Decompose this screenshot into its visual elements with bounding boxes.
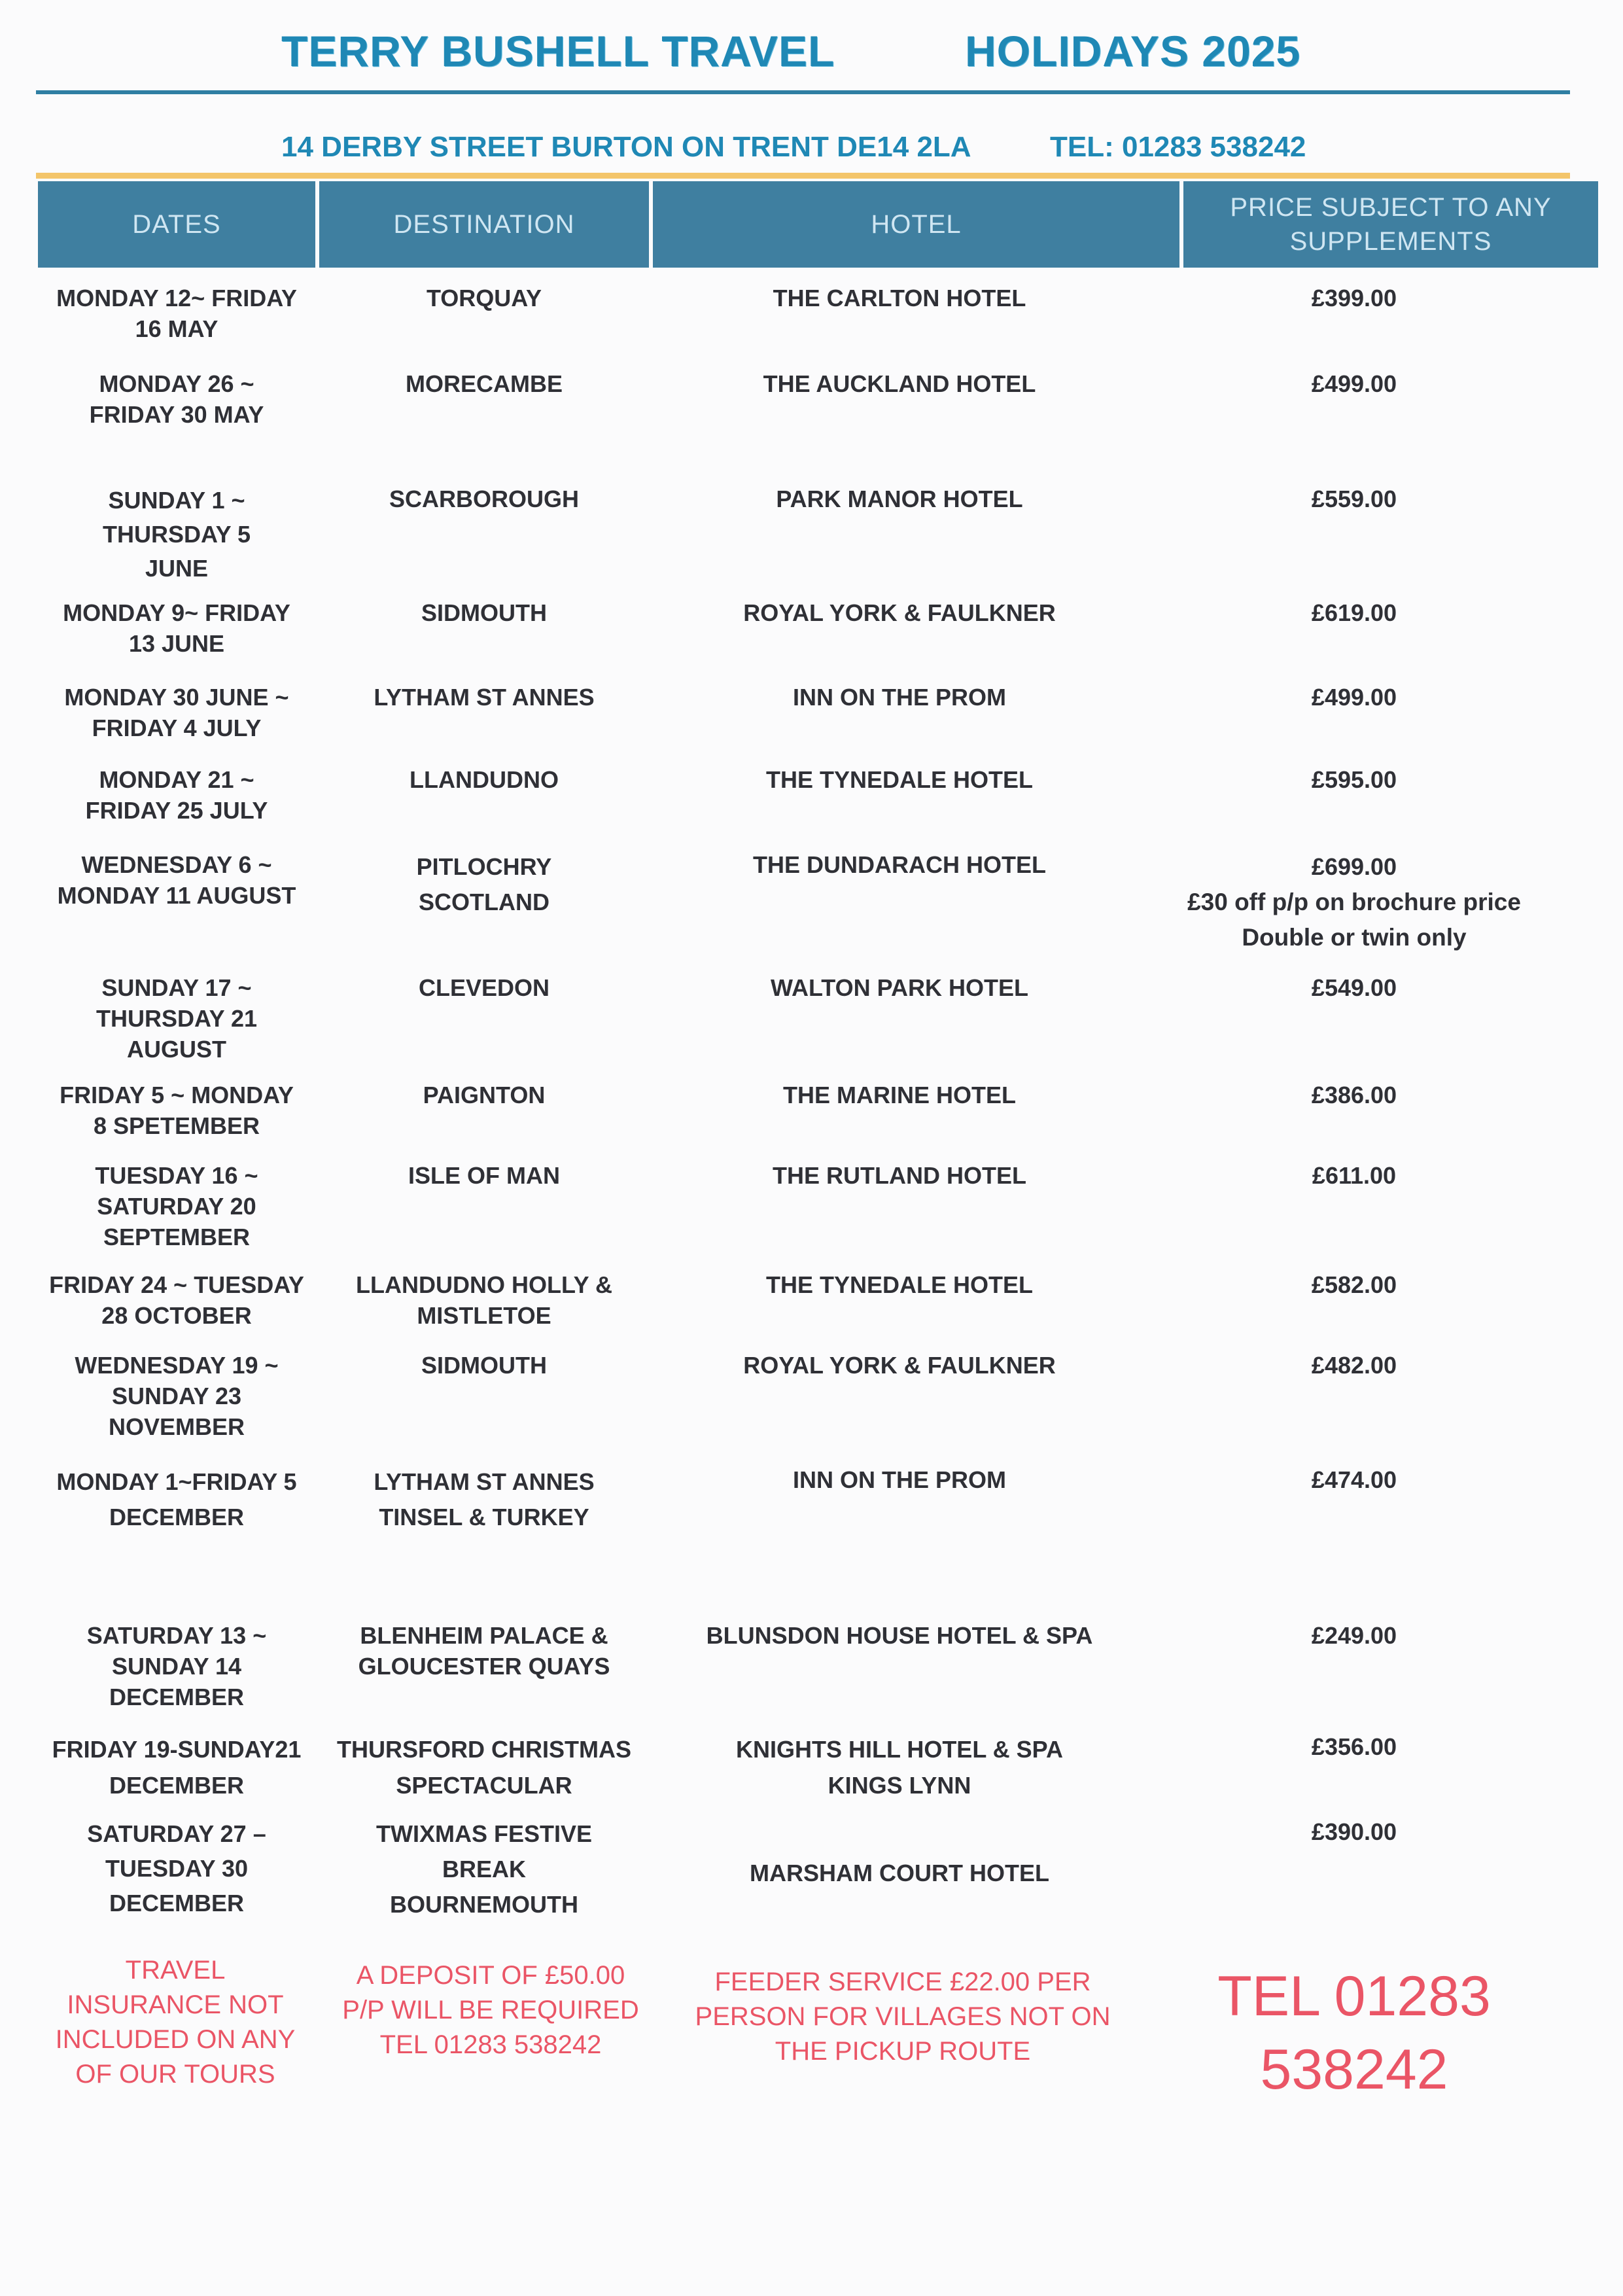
destination-line: MISTLETOE bbox=[417, 1302, 551, 1329]
hotel-cell bbox=[654, 764, 1145, 795]
dates-line: MONDAY 30 JUNE ~ bbox=[64, 684, 289, 711]
dates-cell bbox=[38, 1160, 315, 1252]
hotel-line: WALTON PARK HOTEL bbox=[771, 974, 1028, 1001]
company-telephone: TEL: 01283 538242 bbox=[1050, 131, 1306, 163]
dates-line: SUNDAY 14 bbox=[111, 1653, 242, 1680]
dates-line: FRIDAY 19-SUNDAY21 bbox=[52, 1736, 302, 1763]
dates-cell bbox=[38, 484, 315, 586]
destination-cell bbox=[319, 1350, 649, 1381]
destination-cell bbox=[319, 1160, 649, 1191]
hotel-line: THE TYNEDALE HOTEL bbox=[765, 766, 1033, 793]
dates-line: JUNE bbox=[145, 555, 209, 582]
price-line: £386.00 bbox=[1311, 1082, 1397, 1108]
hotel-cell bbox=[654, 484, 1145, 514]
hotel-cell bbox=[654, 1620, 1145, 1651]
dates-line: DECEMBER bbox=[109, 1772, 244, 1799]
price-cell bbox=[1158, 682, 1550, 713]
dates-cell bbox=[38, 368, 315, 430]
dates-line: SATURDAY 27 – bbox=[87, 1820, 266, 1847]
price-note: Double or twin only bbox=[1242, 924, 1467, 951]
dates-line: THURSDAY 21 bbox=[96, 1005, 258, 1032]
price-cell bbox=[1158, 484, 1550, 514]
hotel-cell bbox=[654, 1816, 1145, 1892]
dates-cell bbox=[38, 597, 315, 659]
price-line: £390.00 bbox=[1311, 1818, 1397, 1845]
destination-line: THURSFORD CHRISTMAS bbox=[337, 1736, 631, 1763]
insurance-line: OF OUR TOURS bbox=[75, 2060, 275, 2089]
destination-line: SCARBOROUGH bbox=[389, 486, 579, 512]
price-cell bbox=[1158, 1269, 1550, 1300]
hotel-line: THE CARLTON HOTEL bbox=[773, 285, 1026, 311]
price-cell bbox=[1158, 1731, 1550, 1762]
dates-cell bbox=[38, 1816, 315, 1920]
destination-line: TORQUAY bbox=[426, 285, 542, 311]
destination-line: TWIXMAS FESTIVE bbox=[375, 1820, 592, 1847]
destination-line: PAIGNTON bbox=[423, 1082, 546, 1108]
price-cell bbox=[1158, 1816, 1550, 1847]
price-line: £559.00 bbox=[1311, 486, 1397, 512]
destination-cell bbox=[319, 1269, 649, 1331]
insurance-line: TRAVEL bbox=[125, 1956, 226, 1985]
dates-line: AUGUST bbox=[127, 1036, 226, 1063]
deposit-line: A DEPOSIT OF £50.00 bbox=[356, 1961, 625, 1990]
price-cell bbox=[1158, 597, 1550, 628]
address-divider bbox=[36, 173, 1570, 179]
hotel-line: THE TYNEDALE HOTEL bbox=[765, 1271, 1033, 1298]
company-address: 14 DERBY STREET BURTON ON TRENT DE14 2LA bbox=[281, 131, 971, 163]
hotel-cell bbox=[654, 849, 1145, 880]
destination-cell bbox=[319, 1731, 649, 1803]
price-line: £619.00 bbox=[1311, 599, 1397, 626]
hotel-cell bbox=[654, 1269, 1145, 1300]
price-cell bbox=[1158, 283, 1550, 313]
hotel-cell bbox=[654, 1731, 1145, 1803]
feeder-line: FEEDER SERVICE £22.00 PER bbox=[714, 1968, 1091, 1996]
destination-line: BOURNEMOUTH bbox=[390, 1891, 578, 1918]
destination-line: BLENHEIM PALACE & bbox=[360, 1622, 608, 1649]
price-line: £611.00 bbox=[1312, 1162, 1397, 1189]
hotel-line: KNIGHTS HILL HOTEL & SPA bbox=[735, 1736, 1064, 1763]
footer-telephone bbox=[1158, 1960, 1550, 2106]
hotel-line: THE MARINE HOTEL bbox=[783, 1082, 1016, 1108]
dates-line: MONDAY 21 ~ bbox=[99, 766, 254, 793]
destination-cell bbox=[319, 682, 649, 713]
hotel-line: ROYAL YORK & FAULKNER bbox=[743, 1352, 1056, 1379]
destination-cell bbox=[319, 283, 649, 313]
hotel-line: BLUNSDON HOUSE HOTEL & SPA bbox=[706, 1622, 1093, 1649]
deposit-line: TEL 01283 538242 bbox=[379, 2030, 602, 2059]
price-cell bbox=[1158, 1464, 1550, 1495]
destination-line: TINSEL & TURKEY bbox=[379, 1504, 589, 1530]
dates-line: SATURDAY 20 bbox=[97, 1193, 256, 1220]
destination-line: CLEVEDON bbox=[418, 974, 550, 1001]
destination-cell bbox=[319, 1080, 649, 1110]
price-cell bbox=[1158, 1160, 1550, 1191]
price-cell bbox=[1158, 368, 1550, 399]
dates-line: DECEMBER bbox=[109, 1684, 244, 1710]
destination-line: SIDMOUTH bbox=[421, 1352, 547, 1379]
dates-line: NOVEMBER bbox=[108, 1413, 245, 1440]
destination-line: BREAK bbox=[442, 1856, 526, 1882]
destination-line: LLANDUDNO bbox=[410, 766, 559, 793]
destination-line: SCOTLAND bbox=[419, 889, 550, 915]
destination-cell bbox=[319, 1816, 649, 1922]
column-header-dates: DATES bbox=[38, 181, 315, 268]
price-line: £549.00 bbox=[1311, 974, 1397, 1001]
dates-line: MONDAY 26 ~ bbox=[99, 370, 254, 397]
price-cell bbox=[1158, 1080, 1550, 1110]
dates-cell bbox=[38, 972, 315, 1065]
hotel-cell bbox=[654, 1464, 1145, 1495]
dates-cell bbox=[38, 1080, 315, 1141]
column-header-hotel: HOTEL bbox=[653, 181, 1179, 268]
dates-line: WEDNESDAY 6 ~ bbox=[81, 851, 272, 878]
dates-line: 28 OCTOBER bbox=[101, 1302, 252, 1329]
price-line: £399.00 bbox=[1311, 285, 1397, 311]
destination-cell bbox=[319, 764, 649, 795]
dates-cell bbox=[38, 1620, 315, 1712]
insurance-line: INSURANCE NOT bbox=[67, 1990, 284, 2019]
dates-line: FRIDAY 30 MAY bbox=[89, 401, 264, 428]
dates-line: SATURDAY 13 ~ bbox=[86, 1622, 267, 1649]
dates-line: SEPTEMBER bbox=[103, 1224, 251, 1250]
destination-cell bbox=[319, 849, 649, 920]
dates-cell bbox=[38, 849, 315, 911]
company-name: TERRY BUSHELL TRAVEL bbox=[281, 27, 835, 75]
hotel-cell bbox=[654, 1350, 1145, 1381]
dates-line: WEDNESDAY 19 ~ bbox=[75, 1352, 279, 1379]
price-line: £499.00 bbox=[1311, 684, 1397, 711]
hotel-cell bbox=[654, 972, 1145, 1003]
deposit-line: P/P WILL BE REQUIRED bbox=[342, 1996, 639, 2024]
dates-line: TUESDAY 30 bbox=[105, 1855, 249, 1882]
dates-line: MONDAY 1~FRIDAY 5 bbox=[56, 1468, 297, 1495]
hotel-cell bbox=[654, 368, 1145, 399]
dates-line: MONDAY 12~ FRIDAY bbox=[56, 285, 297, 311]
dates-line: SUNDAY 17 ~ bbox=[101, 974, 252, 1001]
dates-line: DECEMBER bbox=[109, 1504, 244, 1530]
price-cell bbox=[1158, 849, 1550, 955]
destination-cell bbox=[319, 972, 649, 1003]
price-line: £582.00 bbox=[1311, 1271, 1397, 1298]
price-line: £699.00 bbox=[1311, 853, 1397, 880]
hotel-line: THE RUTLAND HOTEL bbox=[773, 1162, 1026, 1189]
title-divider bbox=[36, 90, 1570, 94]
price-line: £499.00 bbox=[1311, 370, 1397, 397]
column-header-destination: DESTINATION bbox=[319, 181, 649, 268]
dates-line: MONDAY 11 AUGUST bbox=[57, 882, 296, 909]
destination-line: MORECAMBE bbox=[406, 370, 563, 397]
destination-line: SPECTACULAR bbox=[396, 1772, 572, 1799]
destination-cell bbox=[319, 1464, 649, 1535]
dates-cell bbox=[38, 764, 315, 826]
dates-line: SUNDAY 1 ~ bbox=[108, 487, 245, 514]
price-line: £249.00 bbox=[1311, 1622, 1397, 1649]
column-header-price: PRICE SUBJECT TO ANY SUPPLEMENTS bbox=[1183, 181, 1598, 268]
destination-line: LYTHAM ST ANNES bbox=[374, 1468, 595, 1495]
title-row bbox=[0, 26, 1623, 92]
destination-line: PITLOCHRY bbox=[416, 853, 552, 880]
address-row bbox=[0, 131, 1623, 170]
dates-line: FRIDAY 5 ~ MONDAY bbox=[60, 1082, 294, 1108]
dates-line: FRIDAY 4 JULY bbox=[92, 715, 262, 741]
dates-cell bbox=[38, 1731, 315, 1803]
hotel-line: ROYAL YORK & FAULKNER bbox=[743, 599, 1056, 626]
hotel-cell bbox=[654, 1080, 1145, 1110]
destination-cell bbox=[319, 368, 649, 399]
dates-line: SUNDAY 23 bbox=[111, 1383, 242, 1409]
hotel-line bbox=[654, 1816, 1145, 1854]
hotel-line: INN ON THE PROM bbox=[792, 1466, 1006, 1493]
deposit-note bbox=[327, 1958, 654, 2062]
price-cell bbox=[1158, 972, 1550, 1003]
hotel-line: KINGS LYNN bbox=[828, 1772, 971, 1799]
destination-cell bbox=[319, 1620, 649, 1682]
hotel-cell bbox=[654, 283, 1145, 313]
dates-line: MONDAY 9~ FRIDAY bbox=[63, 599, 290, 626]
feeder-service-note bbox=[667, 1965, 1138, 2069]
destination-line: GLOUCESTER QUAYS bbox=[358, 1653, 610, 1680]
price-cell bbox=[1158, 764, 1550, 795]
price-cell bbox=[1158, 1350, 1550, 1381]
destination-line: SIDMOUTH bbox=[421, 599, 547, 626]
hotel-line: INN ON THE PROM bbox=[792, 684, 1006, 711]
hotel-line: THE DUNDARACH HOTEL bbox=[753, 851, 1046, 878]
hotel-cell bbox=[654, 597, 1145, 628]
hotel-cell bbox=[654, 1160, 1145, 1191]
dates-cell bbox=[38, 1464, 315, 1535]
dates-line: DECEMBER bbox=[109, 1890, 244, 1916]
brochure-title: HOLIDAYS 2025 bbox=[965, 27, 1301, 75]
dates-line: 8 SPETEMBER bbox=[93, 1112, 260, 1139]
footer-telephone-line: 538242 bbox=[1260, 2038, 1448, 2101]
hotel-cell bbox=[654, 682, 1145, 713]
destination-cell bbox=[319, 597, 649, 628]
price-line: £482.00 bbox=[1311, 1352, 1397, 1379]
footer-telephone-line: TEL 01283 bbox=[1217, 1965, 1491, 2028]
destination-cell bbox=[319, 484, 649, 514]
footer-notes bbox=[0, 1953, 1623, 2117]
feeder-line: PERSON FOR VILLAGES NOT ON bbox=[695, 2002, 1111, 2031]
destination-line: LYTHAM ST ANNES bbox=[374, 684, 595, 711]
destination-line: LLANDUDNO HOLLY & bbox=[355, 1271, 612, 1298]
dates-line: FRIDAY 24 ~ TUESDAY bbox=[49, 1271, 304, 1298]
dates-line: FRIDAY 25 JULY bbox=[85, 797, 268, 824]
dates-cell bbox=[38, 1269, 315, 1331]
price-line: £356.00 bbox=[1311, 1733, 1397, 1760]
dates-line: 13 JUNE bbox=[128, 630, 225, 657]
dates-cell bbox=[38, 1350, 315, 1442]
hotel-line: PARK MANOR HOTEL bbox=[776, 486, 1023, 512]
dates-cell bbox=[38, 283, 315, 344]
hotel-line: THE AUCKLAND HOTEL bbox=[763, 370, 1036, 397]
price-line: £595.00 bbox=[1311, 766, 1397, 793]
insurance-line: INCLUDED ON ANY bbox=[55, 2025, 296, 2054]
price-note: £30 off p/p on brochure price bbox=[1187, 889, 1521, 915]
hotel-line: MARSHAM COURT HOTEL bbox=[750, 1860, 1049, 1886]
dates-line: TUESDAY 16 ~ bbox=[95, 1162, 258, 1189]
price-line: £474.00 bbox=[1311, 1466, 1397, 1493]
dates-line: THURSDAY 5 bbox=[102, 521, 251, 548]
dates-cell bbox=[38, 682, 315, 743]
price-cell bbox=[1158, 1620, 1550, 1651]
dates-line: 16 MAY bbox=[135, 315, 218, 342]
destination-line: ISLE OF MAN bbox=[408, 1162, 560, 1189]
insurance-note bbox=[31, 1953, 319, 2092]
feeder-line: THE PICKUP ROUTE bbox=[775, 2037, 1031, 2066]
